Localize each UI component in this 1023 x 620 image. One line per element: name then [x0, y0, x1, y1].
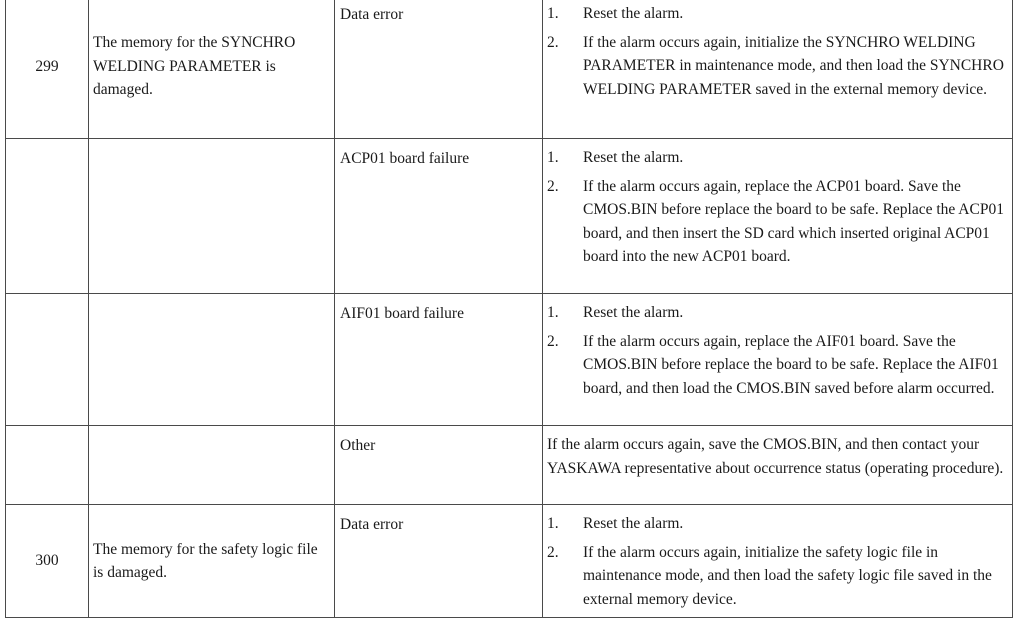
alarm-number: 300	[6, 505, 89, 618]
alarm-cause: ACP01 board failure	[335, 139, 543, 294]
step-text: If the alarm occurs again, replace the AIF01 board. Save the CMOS.BIN before replace the board to be safe. Replace the AIF01 board, and then load the CMOS.BIN saved before alarm occurred.	[583, 332, 999, 397]
alarm-description: The memory for the safety logic file is damaged.	[89, 505, 335, 618]
alarm-number	[6, 426, 89, 505]
alarm-remedy	[543, 505, 1013, 618]
step-number: 1.	[547, 304, 559, 321]
alarm-description	[89, 426, 335, 505]
step-number: 2.	[547, 332, 559, 350]
alarm-number	[6, 139, 89, 294]
step-number: 1.	[547, 5, 559, 22]
alarm-remedy	[543, 294, 1013, 426]
remedy-step	[547, 330, 1008, 401]
alarm-cause: AIF01 board failure	[335, 294, 543, 426]
alarm-cause: Data error	[335, 0, 543, 139]
table-row	[6, 139, 1013, 294]
step-text: Reset the alarm.	[583, 149, 684, 166]
step-number: 1.	[547, 149, 559, 166]
alarm-description: The memory for the SYNCHRO WELDING PARAMETER is damaged.	[89, 0, 335, 139]
step-text: Reset the alarm.	[583, 304, 684, 321]
alarm-remedy	[543, 139, 1013, 294]
table-row	[6, 426, 1013, 505]
alarm-cause: Other	[335, 426, 543, 505]
remedy-text: If the alarm occurs again, save the CMOS.BIN, and then contact your YASKAWA representative about occurrence status (operating procedure).	[547, 436, 1004, 477]
alarm-cause: Data error	[335, 505, 543, 618]
step-number: 2.	[547, 33, 559, 51]
table-row	[6, 0, 1013, 139]
step-text: If the alarm occurs again, replace the ACP01 board. Save the CMOS.BIN before replace the board to be safe. Replace the ACP01 board, and then insert the SD card which inserted original ACP01 board into the new ACP01 board.	[583, 177, 1004, 265]
step-number: 2.	[547, 177, 559, 195]
remedy-step	[547, 301, 1008, 325]
alarm-number: 299	[6, 0, 89, 139]
step-text: If the alarm occurs again, initialize the SYNCHRO WELDING PARAMETER in maintenance mode, and then load the SYNCHRO WELDING PARAMETER saved in the external memory device.	[583, 33, 1004, 98]
alarm-remedy	[543, 0, 1013, 139]
remedy-step	[547, 541, 1008, 612]
alarm-remedy	[543, 426, 1013, 505]
step-text: If the alarm occurs again, initialize the safety logic file in maintenance mode, and then load the safety logic file saved in the external memory device.	[583, 543, 992, 608]
alarm-table	[5, 0, 1013, 618]
alarm-number	[6, 294, 89, 426]
remedy-step	[547, 146, 1008, 170]
alarm-description	[89, 139, 335, 294]
remedy-step	[547, 175, 1008, 269]
alarm-description	[89, 294, 335, 426]
step-text: Reset the alarm.	[583, 515, 684, 532]
remedy-step	[547, 31, 1008, 102]
step-text: Reset the alarm.	[583, 5, 684, 22]
remedy-step	[547, 2, 1008, 26]
table-row	[6, 294, 1013, 426]
remedy-step	[547, 512, 1008, 536]
step-number: 1.	[547, 515, 559, 532]
step-number: 2.	[547, 543, 559, 561]
table-row	[6, 505, 1013, 618]
